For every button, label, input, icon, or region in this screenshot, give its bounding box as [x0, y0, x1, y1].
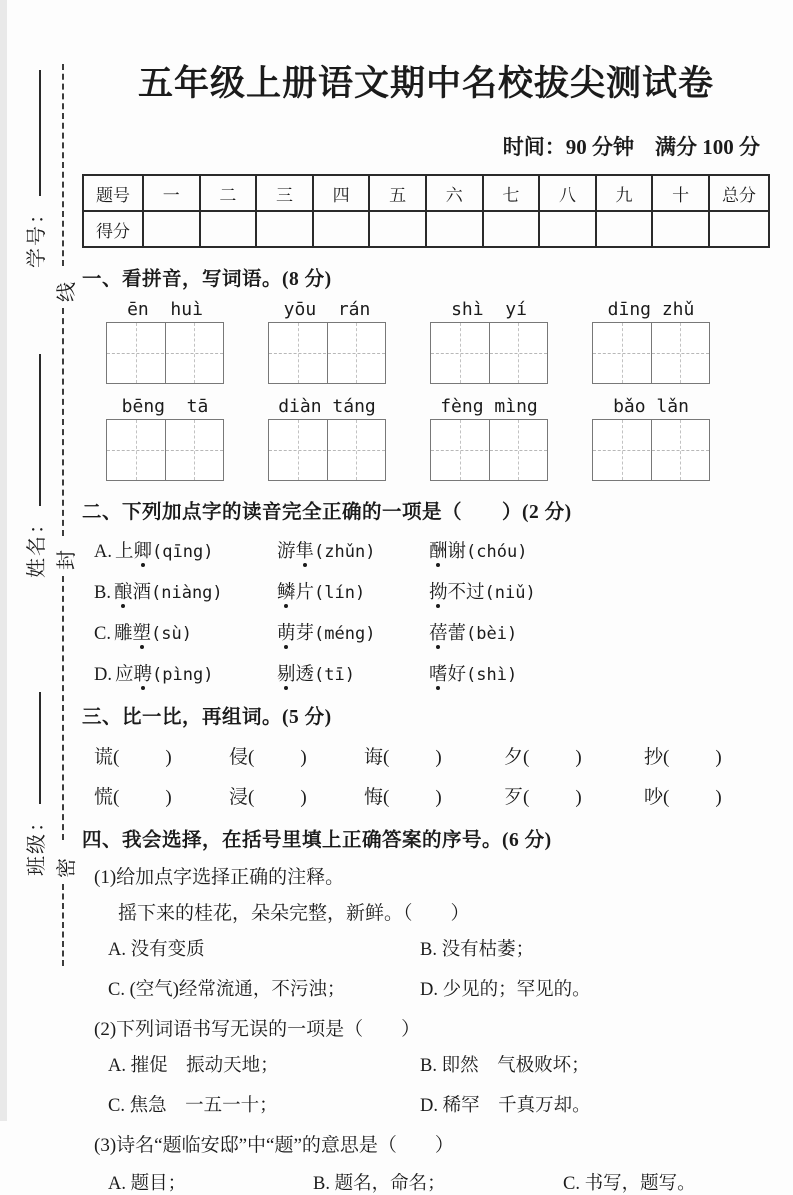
writing-grid	[592, 322, 710, 384]
sub3-options	[82, 1169, 770, 1195]
compare-item: 歹( )	[504, 787, 582, 808]
col-header: 十	[652, 175, 709, 211]
score-cell	[596, 211, 653, 247]
col-header-total: 总分	[709, 175, 769, 211]
seal-line-segment	[62, 64, 64, 266]
score-table-header-row	[83, 175, 769, 211]
option-cell: C. 雕塑(sù)	[94, 619, 277, 645]
seal-line-segment	[62, 576, 64, 840]
class-label: 班级：	[26, 810, 48, 876]
compare-item: 夕( )	[504, 747, 582, 768]
score-cell	[200, 211, 257, 247]
pinyin-group	[430, 396, 548, 481]
option: A. 没有变质	[108, 940, 205, 960]
option-row-B	[82, 578, 770, 604]
seal-line-char-mi: 密	[56, 858, 78, 878]
score-cell	[539, 211, 596, 247]
option-row-C	[82, 619, 770, 645]
option-row-D	[82, 660, 770, 686]
option: D. 少见的；罕见的。	[420, 980, 591, 1000]
sub2-options	[82, 1051, 770, 1117]
score-cell	[143, 211, 200, 247]
col-header: 八	[539, 175, 596, 211]
student-id-label: 学号：	[26, 202, 48, 268]
option: B. 没有枯萎；	[420, 940, 535, 960]
section3-heading: 三、比一比，再组词。(5 分)	[82, 707, 332, 728]
writing-grid	[268, 322, 386, 384]
option-cell: 蓓蕾(bèi)	[429, 619, 770, 645]
page-title: 五年级上册语文期中名校拔尖测试卷	[137, 64, 714, 103]
option-cell: B. 酿酒(niàng)	[94, 578, 277, 604]
col-header: 二	[200, 175, 257, 211]
writing-grid	[592, 419, 710, 481]
option-cell: 萌芽(méng)	[277, 619, 429, 645]
seal-line-char-xian: 线	[56, 282, 78, 302]
writing-grid	[106, 419, 224, 481]
compare-item: 浸( )	[229, 787, 307, 808]
seal-line-segment	[62, 884, 64, 966]
paper-content	[82, 0, 770, 1195]
compare-item: 侵( )	[229, 747, 307, 768]
sub-question-1: (1)给加点字选择正确的注释。	[94, 867, 345, 888]
section4-heading: 四、我会选择，在括号里填上正确答案的序号。(6 分)	[82, 830, 552, 851]
pinyin-group	[268, 396, 386, 481]
sub1-options	[82, 935, 770, 1001]
section1-heading: 一、看拼音，写词语。(8 分)	[82, 269, 332, 290]
score-cell	[313, 211, 370, 247]
col-header: 九	[596, 175, 653, 211]
option: D. 稀罕 千真万却。	[420, 1096, 591, 1116]
pinyin-group	[106, 299, 224, 384]
score-table	[82, 174, 770, 248]
pinyin-label: fèng mìng	[440, 396, 538, 417]
score-cell	[709, 211, 769, 247]
score-table-corner: 题号	[83, 175, 143, 211]
col-header: 七	[483, 175, 540, 211]
name-label: 姓名：	[26, 512, 48, 578]
name-field	[20, 354, 49, 578]
class-blank-line	[35, 692, 41, 804]
col-header: 三	[256, 175, 313, 211]
score-cell	[426, 211, 483, 247]
compare-item: 抄( )	[644, 747, 722, 768]
compare-item: 诲( )	[364, 747, 442, 768]
col-header: 五	[369, 175, 426, 211]
option-cell: 鳞片(lín)	[277, 578, 429, 604]
sub-question-3: (3)诗名“题临安邸”中“题”的意思是（ ）	[94, 1135, 454, 1156]
writing-grid	[268, 419, 386, 481]
sub-question-2: (2)下列词语书写无误的一项是（ ）	[94, 1019, 421, 1040]
score-table-score-row	[83, 211, 769, 247]
pinyin-group	[592, 396, 710, 481]
option-cell: D. 应聘(pìng)	[94, 660, 277, 686]
score-cell	[369, 211, 426, 247]
pinyin-group	[592, 299, 710, 384]
writing-grid	[430, 322, 548, 384]
option: A. 摧促 振动天地；	[108, 1056, 279, 1076]
compare-item: 慌( )	[94, 787, 172, 808]
word-compare-row-1	[82, 742, 770, 769]
scan-edge	[0, 0, 7, 1121]
option: C. 书写，题写。	[563, 1174, 696, 1194]
pinyin-group	[106, 396, 224, 481]
score-cell	[483, 211, 540, 247]
pinyin-group	[430, 299, 548, 384]
name-blank-line	[35, 354, 41, 506]
pinyin-label: bǎo lǎn	[613, 396, 689, 417]
option: B. 题名，命名；	[313, 1174, 446, 1194]
score-cell	[652, 211, 709, 247]
compare-item: 谎( )	[94, 747, 172, 768]
option: C. 焦急 一五一十；	[108, 1096, 278, 1116]
option: C. (空气)经常流通，不污浊；	[108, 980, 346, 1000]
student-id-blank-line	[35, 70, 41, 196]
word-compare-row-2	[82, 782, 770, 809]
pinyin-label: dīng zhǔ	[607, 299, 695, 320]
option-cell: 剔透(tī)	[277, 660, 429, 686]
col-header: 一	[143, 175, 200, 211]
pinyin-group	[268, 299, 386, 384]
compare-item: 吵( )	[644, 787, 722, 808]
pinyin-row-2	[106, 396, 770, 481]
option-cell: 嗜好(shì)	[429, 660, 770, 686]
student-id-field	[20, 70, 49, 268]
seal-line-char-feng: 封	[56, 550, 78, 570]
option-cell: 酬谢(chóu)	[429, 537, 770, 563]
pinyin-row-1	[106, 299, 770, 384]
seal-line-segment	[62, 308, 64, 536]
option-cell: 拗不过(niǔ)	[429, 578, 770, 604]
class-field	[20, 692, 49, 876]
compare-item: 悔( )	[364, 787, 442, 808]
pinyin-label: yōu rán	[283, 299, 371, 320]
writing-grid	[106, 322, 224, 384]
option-cell: A. 上卿(qīng)	[94, 537, 277, 563]
option-row-A	[82, 537, 770, 563]
score-row-label: 得分	[83, 211, 143, 247]
pinyin-label: shì yí	[451, 299, 527, 320]
pinyin-label: ēn huì	[127, 299, 203, 320]
writing-grid	[430, 419, 548, 481]
col-header: 四	[313, 175, 370, 211]
option-cell: 游隼(zhǔn)	[277, 537, 429, 563]
section2-heading: 二、下列加点字的读音完全正确的一项是（ ）(2 分)	[82, 502, 572, 523]
option: A. 题目；	[108, 1174, 187, 1194]
pinyin-label: bēng tā	[121, 396, 209, 417]
time-score-line: 时间：90 分钟 满分 100 分	[502, 135, 760, 159]
sub1-sentence: 摇下来的桂花，朵朵完整，新鲜。（ ）	[118, 903, 470, 924]
pinyin-label: diàn táng	[278, 396, 376, 417]
col-header: 六	[426, 175, 483, 211]
score-cell	[256, 211, 313, 247]
option: B. 即然 气极败坏；	[420, 1056, 590, 1076]
